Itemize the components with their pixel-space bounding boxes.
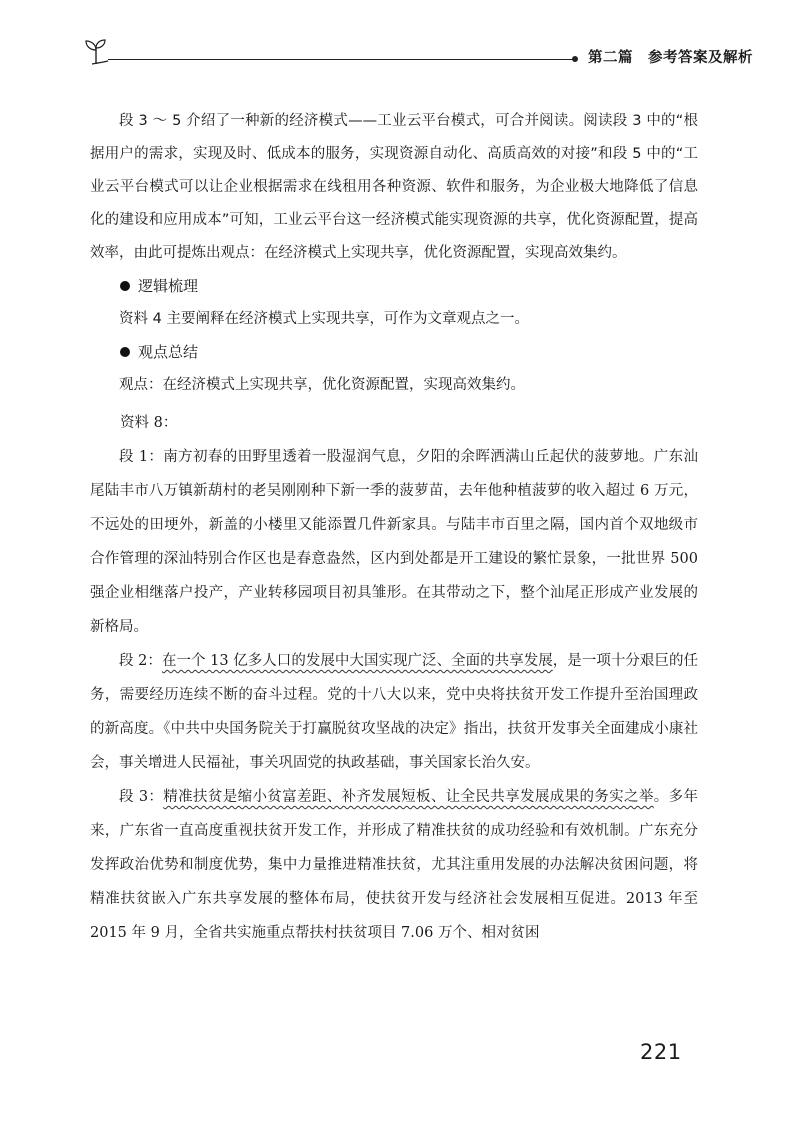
logic-heading-row <box>90 270 698 303</box>
header-rule <box>108 59 576 60</box>
page-content <box>90 105 698 950</box>
logic-text: 资料 4 主要阐释在经济模式上实现共享，可作为文章观点之一。 <box>119 311 529 327</box>
logic-heading: 逻辑梳理 <box>138 277 199 295</box>
paragraph-2-prefix: 段 2： <box>119 653 162 669</box>
page-header <box>82 36 753 70</box>
paragraph-3-wavy-underline: 精准扶贫是缩小贫富差距、补齐发展短板、让全民共享发展成果的务实之举 <box>163 789 654 805</box>
section-title: 第二篇 参考答案及解析 <box>588 50 753 66</box>
summary-text: 观点：在经济模式上实现共享，优化资源配置，实现高效集约。 <box>119 377 525 393</box>
paragraph-2-rest: ，是一项十分艰巨的任务，需要经历连续不断的奋斗过程。党的十八大以来，党中央将扶贫开发工作提升至治国理政的新高度。《中共中央国务院关于打赢脱贫攻坚战的决定》指出，扶贫开发事关全面建成小康社会，事关增进人民福祉，事关巩固党的执政基础，事关国家长治久安。 <box>90 653 699 771</box>
summary-heading-row <box>90 336 698 369</box>
material-paragraph-2 <box>90 644 698 780</box>
bullet-icon <box>120 281 130 291</box>
header-rule-dot <box>572 56 578 62</box>
page-number: 221 <box>640 1040 682 1064</box>
paragraph-2-wavy-underline: 在一个 13 亿多人口的发展中大国实现广泛、全面的共享发展 <box>161 653 553 669</box>
summary-heading: 观点总结 <box>138 343 199 361</box>
material-label: 资料 8： <box>120 415 178 431</box>
bullet-icon <box>120 347 130 357</box>
analysis-paragraph: 段 3 ～ 5 介绍了一种新的经济模式——工业云平台模式，可合并阅读。阅读段 3 中的“根据用户的需求，实现及时、低成本的服务，实现资源自动化、高质高效的对接”和段 5 中的“工业云平台模式可以让企业根据需求在线租用各种资源、软件和服务，为企业极大地降低了信息化的建设和应用成本”可知，工业云平台这一经济模式能实现资源的共享，优化资源配置，提高效率，由此可提炼出观点：在经济模式上实现共享，优化资源配置，实现高效集约。 <box>90 113 698 261</box>
material-paragraph-3 <box>90 780 698 950</box>
paragraph-3-rest: 。多年来，广东省一直高度重视扶贫开发工作，并形成了精准扶贫的成功经验和有效机制。广东充分发挥政治优势和制度优势，集中力量推进精准扶贫，尤其注重用发展的办法解决贫困问题，将精准扶贫嵌入广东共享发展的整体布局，使扶贫开发与经济社会发展相互促进。2013 年至 2015 年 9 月，全省共实施重点帮扶村扶贫项目 7.06 万个、相对贫困 <box>90 789 699 941</box>
material-paragraph-1: 段 1：南方初春的田野里透着一股湿润气息，夕阳的余晖洒满山丘起伏的菠萝地。广东汕尾陆丰市八万镇新葫村的老吴刚刚种下新一季的菠萝苗，去年他种植菠萝的收入超过 6 万元，不远处的田埂外，新盖的小楼里又能添置几件新家具。与陆丰市百里之隔，国内首个双地级市合作管理的深汕特别合作区也是春意盎然，区内到处都是开工建设的繁忙景象，一批世界 500 强企业相继落户投产，产业转移园项目初具雏形。在其带动之下，整个汕尾正形成产业发展的新格局。 <box>90 449 698 635</box>
sprout-icon <box>82 38 110 66</box>
paragraph-3-prefix: 段 3： <box>119 789 164 805</box>
